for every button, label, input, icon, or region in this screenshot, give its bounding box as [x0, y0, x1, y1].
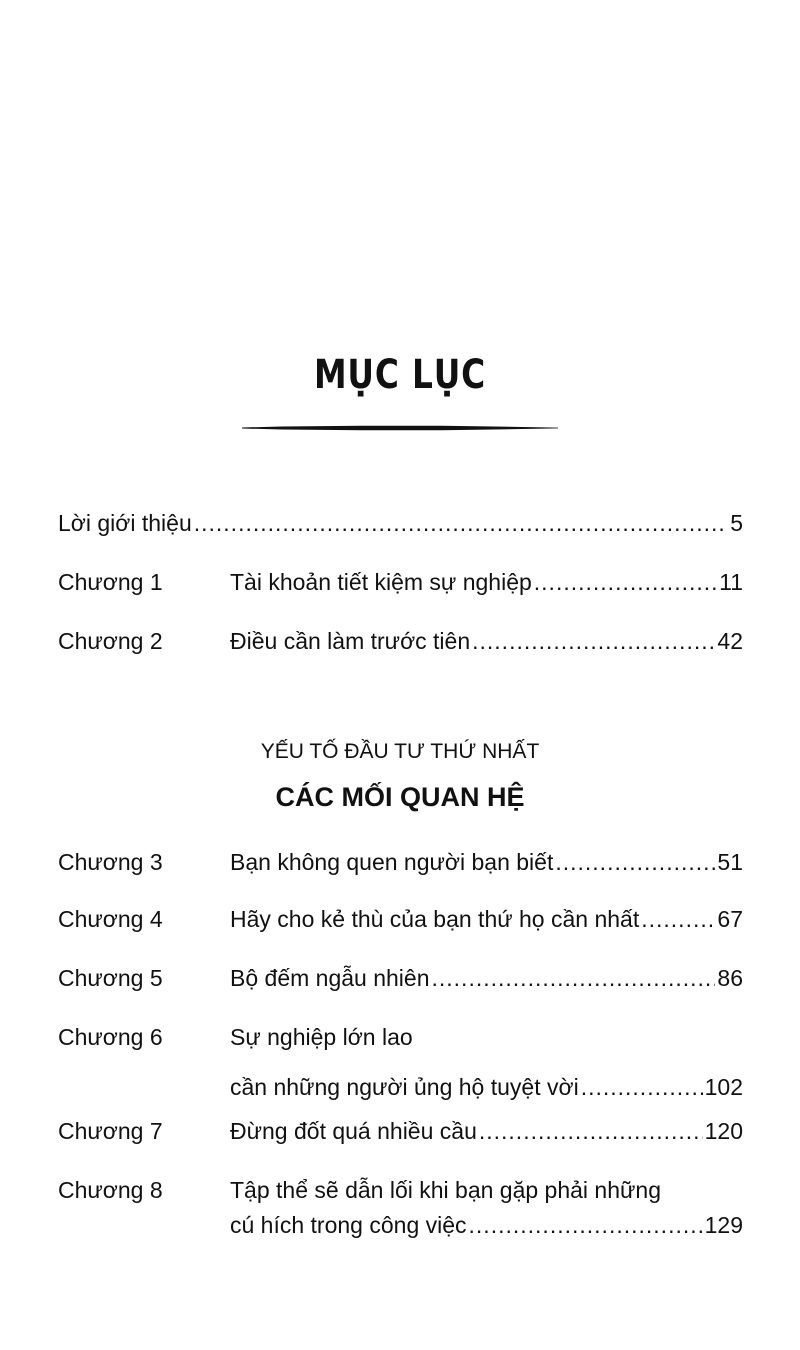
page-number: 51	[717, 849, 743, 875]
dot-leader	[641, 903, 715, 935]
toc-line	[230, 1115, 743, 1147]
chapter-label: Chương 4	[58, 906, 163, 932]
entry-title: Bộ đếm ngẫu nhiên	[230, 965, 430, 991]
page-number: 67	[717, 906, 743, 932]
entry-title-continued: cú hích trong công việc	[230, 1212, 467, 1238]
entry-title: Điều cần làm trước tiên	[230, 628, 471, 654]
toc-line	[230, 846, 743, 878]
toc-line	[230, 625, 743, 657]
chapter-label: Chương 1	[58, 569, 163, 595]
dot-leader	[469, 1209, 703, 1241]
page-title: MỤC LỤC	[313, 352, 487, 398]
entry-title: Bạn không quen người bạn biết	[230, 849, 554, 875]
dot-leader	[479, 1115, 703, 1147]
entry-title: Tập thể sẽ dẫn lối khi bạn gặp phải những	[230, 1177, 661, 1203]
toc-line	[230, 903, 743, 935]
page-number: 102	[704, 1074, 743, 1100]
chapter-label: Chương 8	[58, 1177, 163, 1203]
toc-line	[230, 962, 743, 994]
section-title: CÁC MỐI QUAN HỆ	[275, 782, 525, 812]
page-number: 120	[704, 1118, 743, 1144]
toc-line	[230, 1174, 743, 1206]
entry-title: Sự nghiệp lớn lao	[230, 1024, 413, 1050]
page-number: 11	[719, 569, 743, 595]
entry-title: Đừng đốt quá nhiều cầu	[230, 1118, 477, 1144]
dot-leader	[472, 625, 715, 657]
chapter-label: Chương 6	[58, 1024, 163, 1050]
toc-line	[230, 1021, 743, 1053]
page-number: 86	[717, 965, 743, 991]
toc-line	[230, 1071, 743, 1103]
dot-leader	[194, 507, 728, 539]
toc-line	[230, 1209, 743, 1241]
page-number: 129	[704, 1212, 743, 1238]
entry-title-continued: cần những người ủng hộ tuyệt vời	[230, 1074, 579, 1100]
toc-line	[58, 507, 743, 539]
title-rule	[242, 425, 558, 431]
dot-leader	[432, 962, 716, 994]
page-number: 5	[730, 510, 743, 536]
dot-leader	[534, 566, 717, 598]
entry-title: Hãy cho kẻ thù của bạn thứ họ cần nhất	[230, 906, 640, 932]
chapter-label: Chương 3	[58, 849, 163, 875]
chapter-label: Chương 7	[58, 1118, 163, 1144]
dot-leader	[581, 1071, 703, 1103]
entry-title: Lời giới thiệu	[58, 510, 192, 536]
entry-title: Tài khoản tiết kiệm sự nghiệp	[230, 569, 532, 595]
chapter-label: Chương 5	[58, 965, 163, 991]
chapter-label: Chương 2	[58, 628, 163, 654]
dot-leader	[555, 846, 715, 878]
section-subtitle: YẾU TỐ ĐẦU TƯ THỨ NHẤT	[260, 740, 540, 763]
toc-line	[230, 566, 743, 598]
page-number: 42	[717, 628, 743, 654]
